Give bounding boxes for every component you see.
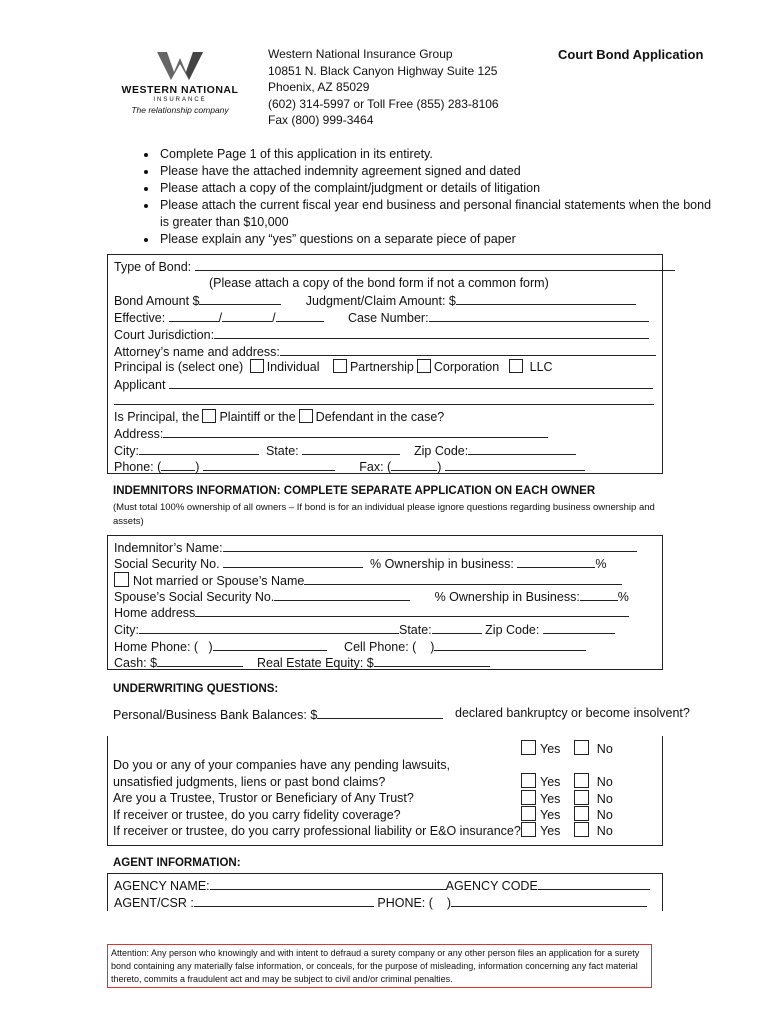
paren-close: ) xyxy=(430,640,435,654)
applicant-label: Applicant xyxy=(114,378,166,392)
paren-close: ) xyxy=(208,640,213,654)
home-address-label: Home address xyxy=(114,606,196,620)
cash-label: Cash: $ xyxy=(114,656,158,670)
cell-phone-label: Cell Phone: ( xyxy=(344,640,417,654)
question-text: Do you or any of your companies have any pending lawsuits, xyxy=(113,758,450,772)
agency-name-label: AGENCY NAME: xyxy=(114,879,210,893)
underwriting-questions xyxy=(113,757,521,840)
phone-field[interactable] xyxy=(203,458,335,471)
yes-checkbox[interactable] xyxy=(521,806,536,821)
no-label: No xyxy=(596,742,613,756)
percent-sign: % xyxy=(595,557,607,571)
yes-label: Yes xyxy=(540,775,561,789)
individual-label: Individual xyxy=(266,360,320,374)
applicant-field[interactable] xyxy=(169,376,653,389)
yes-label: Yes xyxy=(540,808,561,822)
agent-phone-field[interactable] xyxy=(451,894,647,907)
question-text: If receiver or trustee, do you carry fidelity coverage? xyxy=(113,807,401,822)
fax-number: Fax (800) 999-3464 xyxy=(268,113,374,127)
ownership-field-2[interactable] xyxy=(580,588,618,601)
plaintiff-checkbox[interactable] xyxy=(202,409,216,423)
city-field[interactable] xyxy=(139,621,399,634)
state-label: State: xyxy=(265,444,299,458)
bankruptcy-question: declared bankruptcy or become insolvent? xyxy=(455,706,690,720)
paren-close: ) xyxy=(437,460,442,474)
defendant-checkbox[interactable] xyxy=(299,409,313,423)
question-text: unsatisfied judgments, liens or past bond claims? xyxy=(113,774,386,789)
real-estate-equity-field[interactable] xyxy=(374,654,490,667)
fax-field[interactable] xyxy=(445,458,585,471)
zip-label: Zip Code: xyxy=(414,444,469,458)
agent-csr-label: AGENT/CSR : xyxy=(114,896,194,910)
logo-name: WESTERN NATIONAL xyxy=(121,84,239,96)
no-label: No xyxy=(596,808,613,822)
company-logo xyxy=(120,50,240,120)
bond-info-section xyxy=(107,254,663,474)
lawsuits-yes-no xyxy=(521,773,613,789)
instruction-item: • Please attach a copy of the complaint/judgment or details of litigation xyxy=(158,180,718,197)
principal-type-label: Principal is (select one) xyxy=(114,360,244,374)
fax-area-field[interactable] xyxy=(391,458,437,471)
company-address xyxy=(268,46,499,129)
jurisdiction-label: Court Jurisdiction: xyxy=(114,328,215,342)
home-phone-label: Home Phone: ( xyxy=(114,640,199,654)
instructions-list xyxy=(118,146,718,248)
effective-day-field[interactable] xyxy=(222,309,272,322)
yes-checkbox[interactable] xyxy=(521,773,536,788)
case-number-field[interactable] xyxy=(429,309,649,322)
bank-balances-row xyxy=(113,706,443,722)
instruction-item: • Please explain any “yes” questions on a separate piece of paper xyxy=(158,231,718,248)
yes-label: Yes xyxy=(540,742,561,756)
address-field[interactable] xyxy=(163,425,548,438)
logo-tagline: The relationship company xyxy=(131,105,229,115)
partnership-label: Partnership xyxy=(349,360,414,374)
form-title: Court Bond Application xyxy=(558,47,704,62)
spouse-ssn-field[interactable] xyxy=(274,588,410,601)
agency-name-field[interactable] xyxy=(210,877,446,890)
agent-section xyxy=(107,873,663,911)
no-checkbox[interactable] xyxy=(574,773,589,788)
no-label: No xyxy=(596,775,613,789)
phone-area-field[interactable] xyxy=(161,458,195,471)
bankruptcy-yes-no xyxy=(521,740,613,756)
no-label: No xyxy=(596,824,613,838)
agency-code-field[interactable] xyxy=(538,877,650,890)
ssn-label: Social Security No. xyxy=(114,557,220,571)
ownership-field[interactable] xyxy=(517,555,595,568)
underwriting-heading: UNDERWRITING QUESTIONS: xyxy=(113,683,279,695)
llc-label: LLC xyxy=(529,360,553,374)
instruction-item: • Complete Page 1 of this application in its entirety. xyxy=(158,146,718,163)
bond-type-field[interactable] xyxy=(195,258,675,271)
attorney-label: Attorney’s name and address: xyxy=(114,345,280,359)
yes-label: Yes xyxy=(540,792,561,806)
zip-field[interactable] xyxy=(543,621,615,634)
address-label: Address: xyxy=(114,427,164,441)
logo-sub: INSURANCE xyxy=(153,97,207,103)
real-estate-equity-label: Real Estate Equity: $ xyxy=(257,656,374,670)
yes-checkbox[interactable] xyxy=(521,790,536,805)
no-checkbox[interactable] xyxy=(574,740,589,755)
paren-close: ) xyxy=(195,460,200,474)
street-address: 10851 N. Black Canyon Highway Suite 125 xyxy=(268,63,498,78)
no-label: No xyxy=(596,792,613,806)
fraud-warning: Attention: Any person who knowingly and with intent to defraud a surety company or any other person files an application for a surety bond containing any materially false information, or conceals, for the purpose of misleading, information concerning any fact material thereto, commits a fraudulent act and may be subject to civil and/or criminal penalties. xyxy=(107,944,652,988)
agent-phone-label: PHONE: ( xyxy=(377,896,433,910)
fax-label: Fax: ( xyxy=(359,460,392,474)
company-name: Western National Insurance Group xyxy=(268,47,453,61)
question-text: If receiver or trustee, do you carry professional liability or E&O insurance? xyxy=(113,824,521,838)
not-married-label: Not married or Spouse’s Name xyxy=(133,574,305,588)
yes-checkbox[interactable] xyxy=(521,740,536,755)
agent-csr-field[interactable] xyxy=(194,894,374,907)
date-slash: / xyxy=(218,311,223,325)
state-field[interactable] xyxy=(302,442,400,455)
case-number-label: Case Number: xyxy=(347,311,429,325)
indemnitor-section xyxy=(107,535,663,670)
city-label: City: xyxy=(114,623,139,637)
state-label: State: xyxy=(399,623,432,637)
applicant-field-line2[interactable] xyxy=(114,392,654,405)
yes-checkbox[interactable] xyxy=(521,822,536,837)
city-state-zip: Phoenix, AZ 85029 xyxy=(268,80,370,94)
w-logo-icon xyxy=(155,50,205,82)
home-address-field[interactable] xyxy=(195,604,629,617)
no-checkbox[interactable] xyxy=(574,790,589,805)
city-field[interactable] xyxy=(139,442,259,455)
plaintiff-label: Plaintiff or the xyxy=(219,410,296,424)
attorney-field[interactable] xyxy=(280,343,656,356)
zip-label: Zip Code: xyxy=(485,623,540,637)
fidelity-yes-no xyxy=(521,806,613,822)
corporation-label: Corporation xyxy=(433,360,500,374)
bank-balances-field[interactable] xyxy=(317,706,443,719)
effective-year-field[interactable] xyxy=(276,309,324,322)
indemnitors-note: (Must total 100% ownership of all owners – If bond is for an individual please ignore questions regarding business ownership and assets) xyxy=(113,502,655,527)
not-married-checkbox[interactable] xyxy=(114,572,129,587)
individual-checkbox[interactable] xyxy=(250,359,264,373)
instruction-item: • Please have the attached indemnity agreement signed and dated xyxy=(158,163,718,180)
indemnitor-name-label: Indemnitor’s Name: xyxy=(114,541,223,555)
partnership-checkbox[interactable] xyxy=(333,359,347,373)
indemnitors-heading: INDEMNITORS INFORMATION: COMPLETE SEPARATE APPLICATION ON EACH OWNER xyxy=(113,485,596,497)
bond-amount-label: Bond Amount $ xyxy=(114,294,200,308)
bond-type-label: Type of Bond: xyxy=(114,260,192,274)
ownership-label-2: % Ownership in Business: xyxy=(434,590,580,604)
ssn-field[interactable] xyxy=(223,555,363,568)
question-text: Are you a Trustee, Trustor or Beneficiary of Any Trust? xyxy=(113,791,414,805)
agency-code-label: AGENCY CODE xyxy=(445,879,538,893)
indemnitor-name-field[interactable] xyxy=(223,539,637,552)
attach-note: (Please attach a copy of the bond form if not a common form) xyxy=(209,276,549,290)
trust-yes-no xyxy=(521,790,613,806)
agent-heading: AGENT INFORMATION: xyxy=(113,857,241,869)
effective-label: Effective: xyxy=(114,311,166,325)
phone-numbers: (602) 314-5997 or Toll Free (855) 283-8106 xyxy=(268,96,499,111)
no-checkbox[interactable] xyxy=(574,806,589,821)
spouse-name-field[interactable] xyxy=(304,572,622,585)
bank-balances-label: Personal/Business Bank Balances: $ xyxy=(113,708,318,722)
cell-phone-field[interactable] xyxy=(434,638,586,651)
corporation-checkbox[interactable] xyxy=(417,359,431,373)
judgment-field[interactable] xyxy=(456,292,636,305)
bond-amount-field[interactable] xyxy=(199,292,281,305)
paren-close: ) xyxy=(446,896,451,910)
is-principal-label: Is Principal, the xyxy=(114,410,200,424)
llc-checkbox[interactable] xyxy=(509,359,523,373)
yes-label: Yes xyxy=(540,824,561,838)
instruction-item: • Please attach the current fiscal year end business and personal financial statements when the bond is greater than $10,000 xyxy=(158,197,718,231)
jurisdiction-field[interactable] xyxy=(214,326,649,339)
no-checkbox[interactable] xyxy=(574,822,589,837)
cash-field[interactable] xyxy=(157,654,243,667)
city-label: City: xyxy=(114,444,139,458)
spouse-ssn-label: Spouse’s Social Security No. xyxy=(114,590,275,604)
phone-label: Phone: ( xyxy=(114,460,162,474)
effective-month-field[interactable] xyxy=(169,309,219,322)
judgment-label: Judgment/Claim Amount: $ xyxy=(305,294,456,308)
defendant-label: Defendant in the case? xyxy=(315,410,445,424)
ownership-label: % Ownership in business: xyxy=(370,557,514,571)
date-slash: / xyxy=(272,311,276,325)
zip-field[interactable] xyxy=(468,442,576,455)
home-phone-field[interactable] xyxy=(213,638,327,651)
eo-yes-no xyxy=(521,822,613,838)
percent-sign: % xyxy=(617,590,629,604)
state-field[interactable] xyxy=(432,621,482,634)
